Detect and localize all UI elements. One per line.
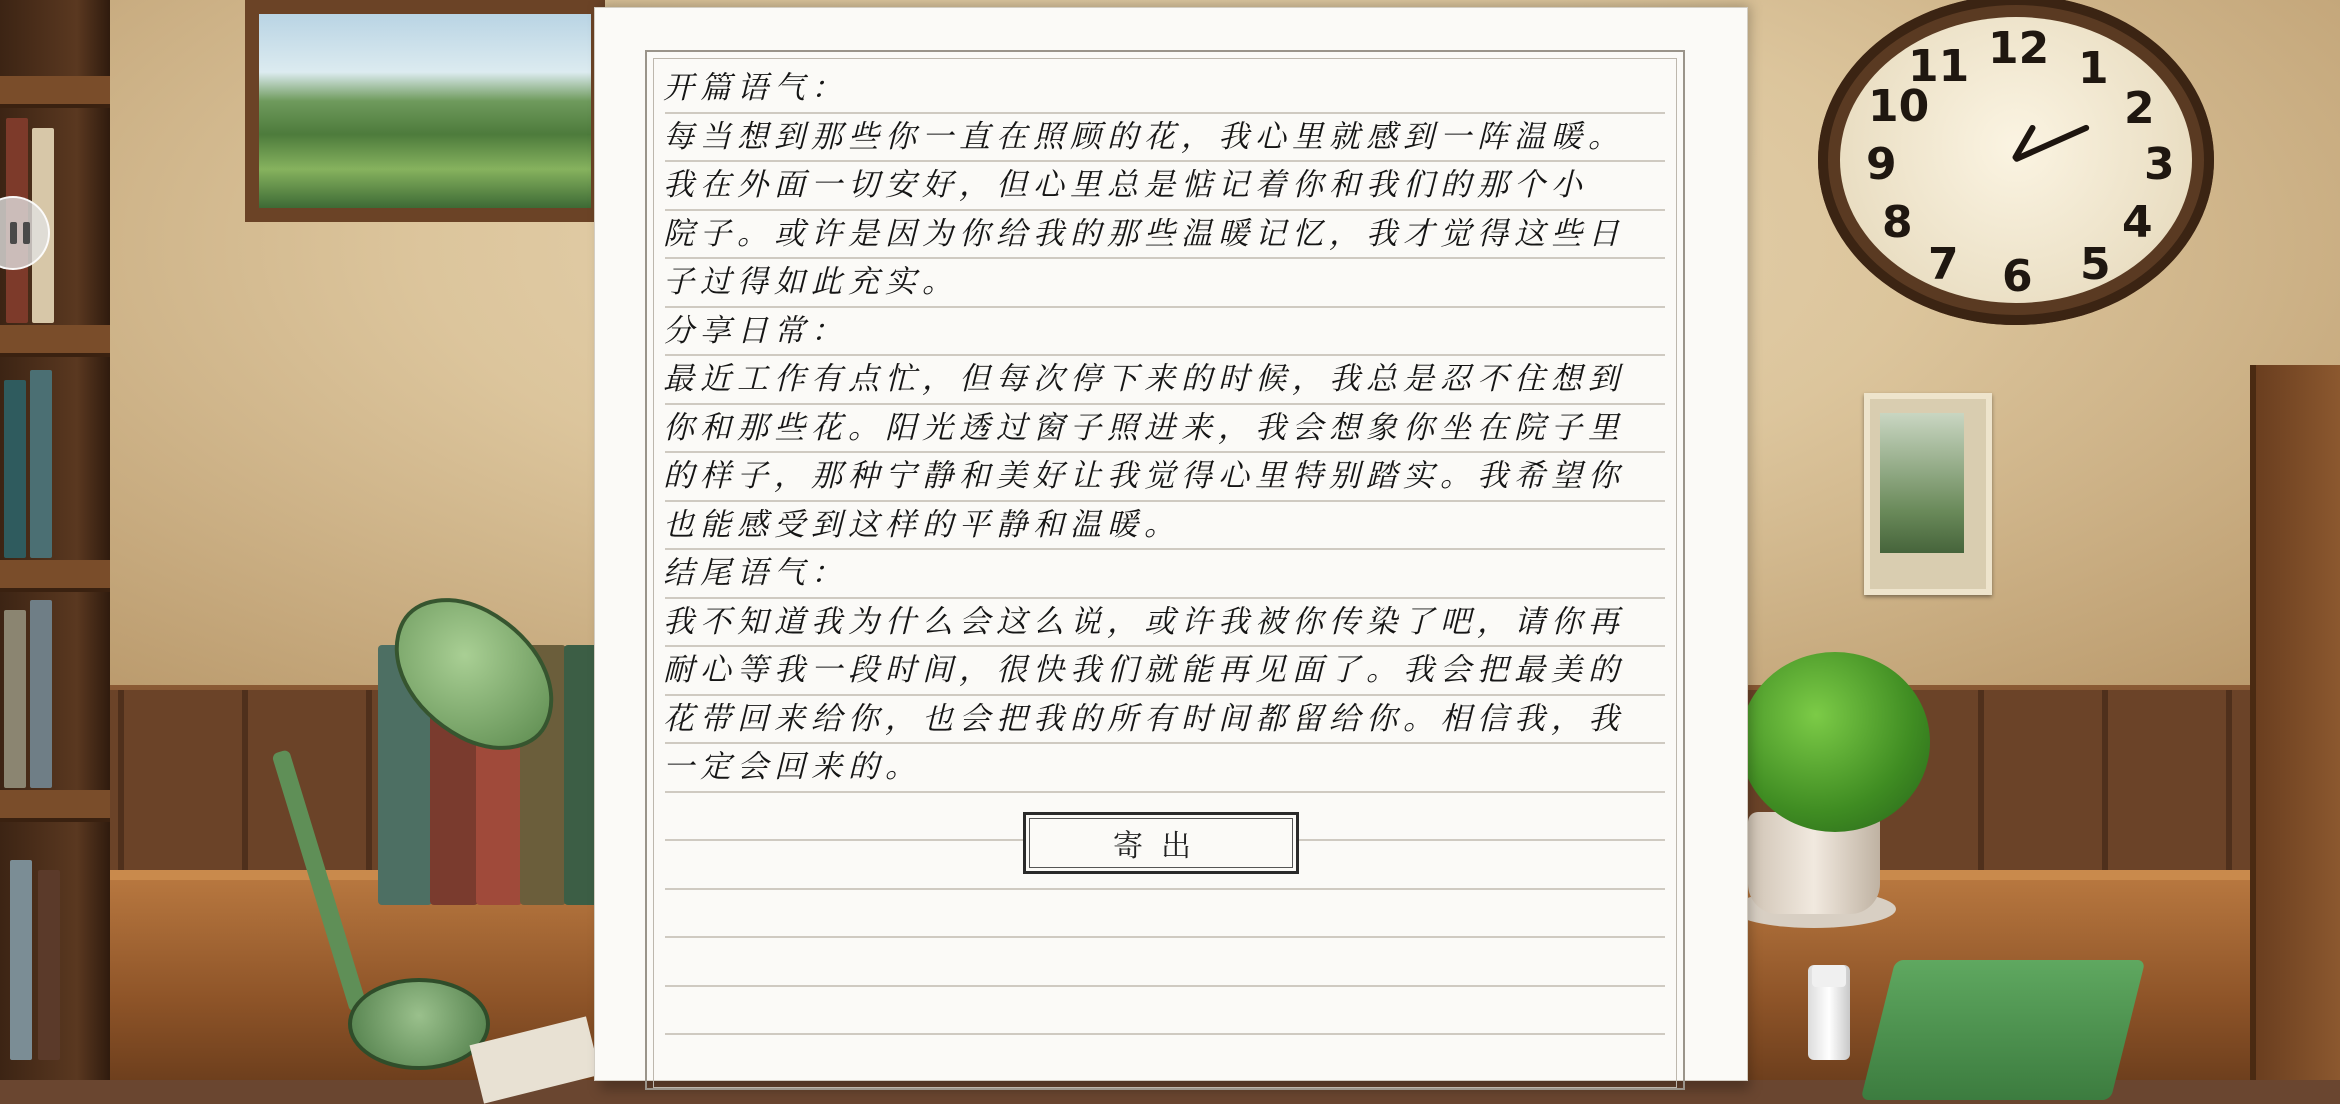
clock-number: 4 — [2122, 197, 2153, 248]
shelf-board — [0, 560, 110, 592]
clock-number: 3 — [2144, 139, 2175, 190]
shelf-board — [0, 76, 110, 108]
clock-number: 10 — [1868, 81, 1930, 132]
letter-line: 每当想到那些你一直在照顾的花，我心里就感到一阵温暖。 — [663, 118, 1625, 155]
ruled-line — [665, 888, 1665, 890]
letter-line: 院子。或许是因为你给我的那些温暖记忆，我才觉得这些日 — [663, 215, 1625, 252]
ruled-line — [665, 985, 1665, 987]
clock-number: 6 — [2002, 251, 2033, 302]
letter-heading-opening: 开篇语气： — [663, 70, 848, 106]
shelf-book — [38, 870, 60, 1060]
plant-leaves — [1740, 652, 1930, 832]
pause-icon — [10, 222, 30, 244]
right-cabinet — [2250, 365, 2340, 1080]
clock-number: 11 — [1908, 41, 1970, 92]
letter-line: 你和那些花。阳光透过窗子照进来，我会想象你坐在院子里 — [663, 409, 1625, 446]
letter-line: 最近工作有点忙，但每次停下来的时候，我总是忍不住想到 — [663, 361, 1625, 397]
letter-heading-daily: 分享日常： — [663, 312, 848, 349]
clock-dial — [1840, 17, 2192, 303]
shelf-book — [4, 380, 26, 558]
shelf-book — [30, 370, 52, 558]
clock-number: 5 — [2080, 239, 2111, 290]
desk-book — [564, 645, 598, 905]
clock-number: 2 — [2124, 83, 2155, 134]
bookshelf — [0, 0, 110, 1080]
shelf-book — [4, 610, 26, 788]
shelf-book — [30, 600, 52, 788]
letter-line: 的样子，那种宁静和美好让我觉得心里特别踏实。我希望你 — [663, 458, 1625, 494]
shelf-board — [0, 325, 110, 357]
clock-number: 9 — [1866, 139, 1897, 190]
letter-heading-closing: 结尾语气： — [663, 555, 848, 591]
letter-line: 一定会回来的。 — [663, 749, 922, 785]
ruled-line — [665, 936, 1665, 938]
letter-line: 也能感受到这样的平静和温暖。 — [663, 506, 1181, 543]
letter-body — [663, 64, 1679, 792]
letter-line: 子过得如此充实。 — [663, 264, 959, 300]
framed-photo — [1864, 393, 1992, 595]
shelf-board — [0, 790, 110, 822]
landscape-painting — [245, 0, 605, 222]
letter-paper — [595, 8, 1747, 1080]
desk-lamp-base — [348, 978, 490, 1070]
green-notebook — [1861, 960, 2146, 1100]
letter-line: 花带回来给你，也会把我的所有时间都留给你。相信我，我 — [663, 700, 1625, 737]
letter-line: 我不知道我为什么会这么说，或许我被你传染了吧，请你再 — [663, 603, 1625, 640]
photo-image — [1880, 413, 1964, 553]
wall-clock — [1818, 0, 2214, 325]
bottle-cap — [1812, 965, 1846, 987]
letter-line: 我在外面一切安好，但心里总是惦记着你和我们的那个小 — [663, 167, 1588, 203]
clock-number: 1 — [2078, 43, 2109, 94]
clock-number: 7 — [1928, 239, 1959, 290]
shelf-book — [10, 860, 32, 1060]
ruled-line — [665, 1033, 1665, 1035]
clock-number: 8 — [1882, 197, 1913, 248]
painting-canvas — [259, 14, 591, 208]
clock-number: 12 — [1988, 23, 2050, 74]
letter-line: 耐心等我一段时间，很快我们就能再见面了。我会把最美的 — [663, 652, 1625, 688]
send-button[interactable]: 寄出 — [1023, 812, 1299, 874]
